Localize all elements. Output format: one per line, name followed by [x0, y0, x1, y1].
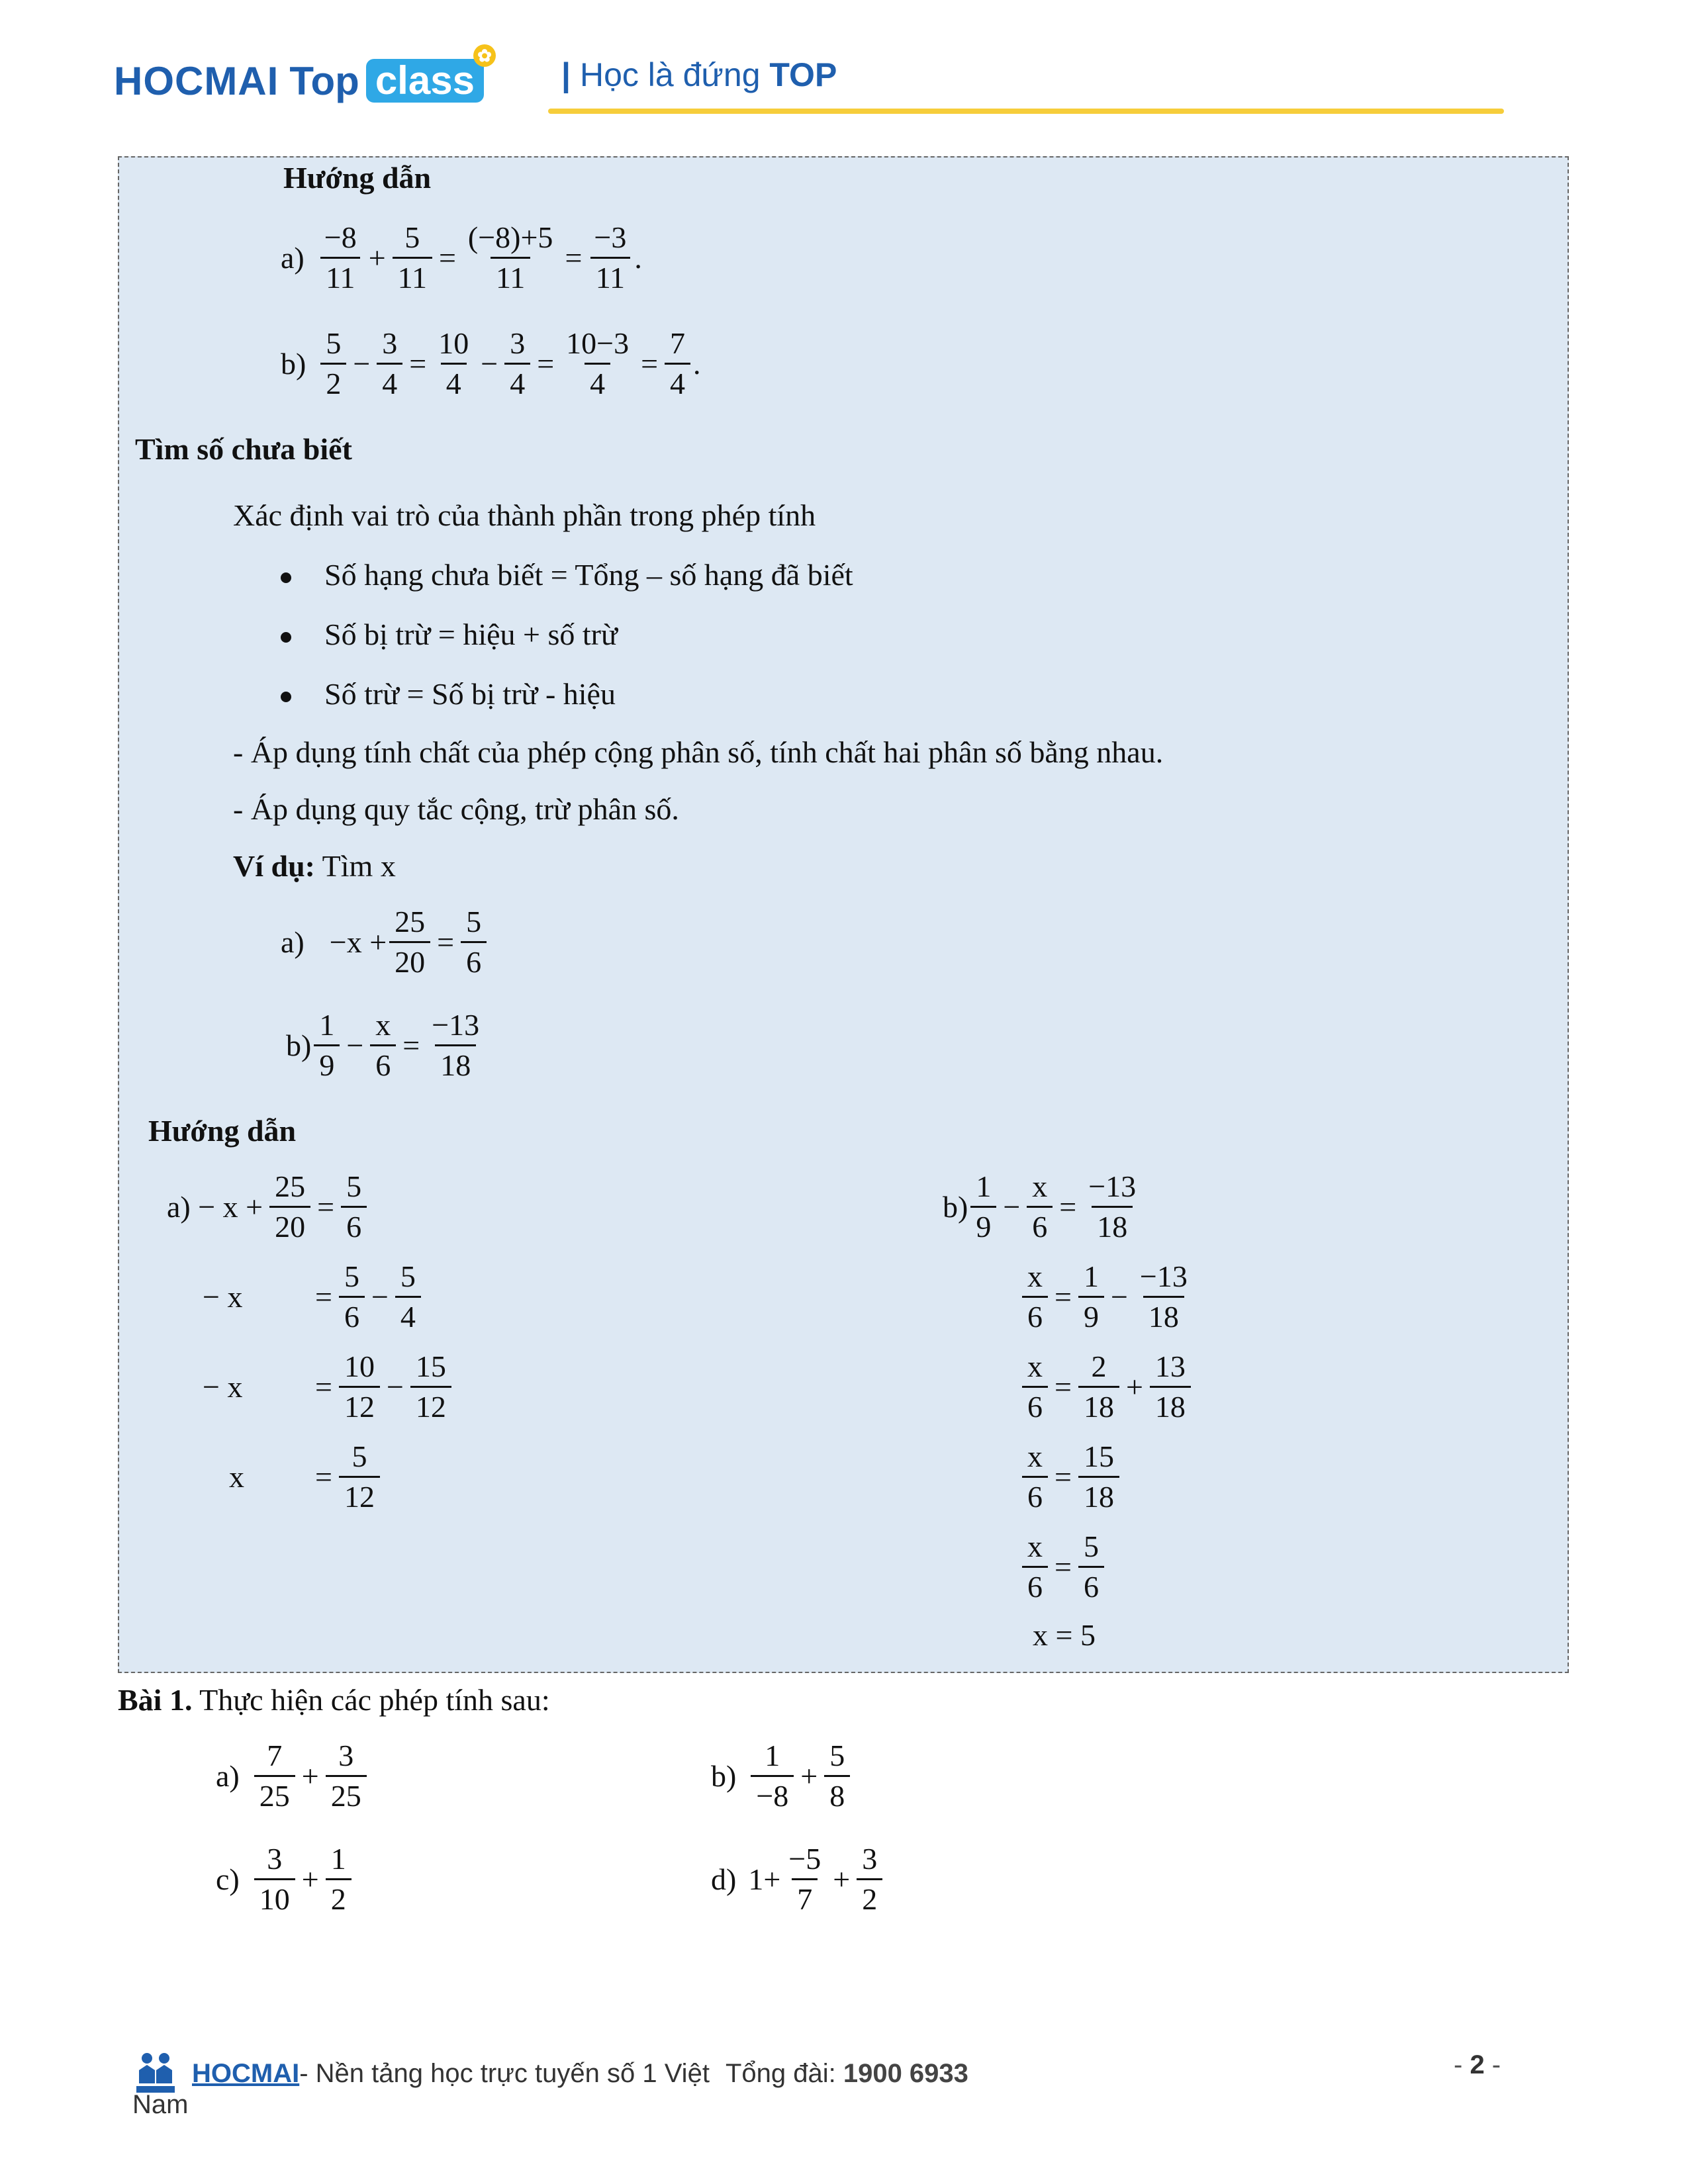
exercise-b — [711, 1741, 853, 1811]
solution-b-row — [1019, 1261, 1196, 1332]
fraction — [463, 222, 559, 293]
denominator: 18 — [1078, 1476, 1119, 1512]
operator: + — [833, 1862, 851, 1896]
operator: = — [1055, 1370, 1072, 1404]
logo-class: class — [375, 58, 475, 103]
fraction — [504, 328, 530, 399]
fraction — [319, 222, 362, 293]
tagline-prefix: Học là đứng — [580, 56, 761, 93]
fraction — [1022, 1351, 1048, 1422]
fraction — [254, 1844, 295, 1915]
denominator: 11 — [393, 257, 432, 293]
fraction — [1083, 1171, 1141, 1242]
fraction — [370, 1010, 396, 1081]
numerator: 5 — [346, 1169, 362, 1203]
operator: − — [353, 347, 371, 381]
fraction — [326, 1741, 367, 1811]
period: . — [693, 347, 701, 381]
bullet-text: Số hạng chưa biết = Tổng – số hạng đã biết — [324, 558, 853, 592]
exercise-number: Bài 1. — [118, 1683, 193, 1717]
denominator: 12 — [339, 1386, 380, 1422]
denominator: 4 — [441, 363, 467, 399]
denominator: 4 — [377, 363, 402, 399]
numerator: −13 — [1139, 1259, 1188, 1293]
fraction — [1022, 1261, 1048, 1332]
fraction — [1078, 1531, 1104, 1602]
fraction — [377, 328, 402, 399]
page-prefix: - — [1454, 2050, 1470, 2079]
numerator: 3 — [862, 1842, 878, 1876]
exercise-c — [216, 1844, 354, 1915]
operator: − — [371, 1280, 389, 1314]
operator: + — [301, 1759, 319, 1793]
numerator: −8 — [324, 220, 357, 254]
page-number — [1454, 2050, 1501, 2080]
denominator: 11 — [320, 257, 360, 293]
star-icon: ✿ — [473, 44, 496, 67]
numerator: 10−3 — [566, 326, 630, 360]
numerator: 5 — [829, 1739, 845, 1772]
numerator: 25 — [395, 905, 426, 938]
numerator: 1 — [976, 1169, 992, 1203]
solution-a-row — [203, 1351, 454, 1422]
denominator: 4 — [585, 363, 610, 399]
denominator: 6 — [1022, 1566, 1048, 1602]
fraction — [970, 1171, 996, 1242]
label: b) — [943, 1190, 968, 1224]
denominator: 2 — [320, 363, 346, 399]
exercise-d — [711, 1844, 885, 1915]
footer-line2: Nam — [132, 2090, 189, 2119]
footer-text: - Nền tảng học trực tuyến số 1 Việt — [299, 2058, 710, 2088]
operator: + — [368, 241, 386, 275]
denominator: 18 — [1092, 1206, 1133, 1242]
bullet-icon — [281, 692, 291, 702]
tagline-bar: | — [561, 56, 571, 93]
denominator: 7 — [792, 1878, 818, 1915]
solution-b-answer: x = 5 — [1033, 1618, 1096, 1652]
denominator: 2 — [326, 1878, 352, 1915]
hotline-number: 1900 6933 — [843, 2058, 968, 2088]
prefix: 1+ — [748, 1862, 781, 1896]
numerator: 1 — [330, 1842, 346, 1876]
operator: = — [565, 241, 583, 275]
example-text: Tìm x — [314, 849, 396, 883]
denominator: 18 — [1078, 1386, 1119, 1422]
numerator: 15 — [415, 1349, 446, 1383]
exercise-text: Thực hiện các phép tính sau: — [192, 1683, 550, 1717]
label: d) — [711, 1862, 737, 1896]
fraction — [326, 1844, 352, 1915]
fraction — [314, 1010, 340, 1081]
numerator: 1 — [319, 1008, 335, 1042]
header-divider — [548, 109, 1504, 114]
solution-heading: Hướng dẫn — [148, 1114, 297, 1148]
operator: = — [537, 347, 555, 381]
denominator: 6 — [1027, 1206, 1053, 1242]
numerator: 10 — [344, 1349, 375, 1383]
numerator: 7 — [670, 326, 686, 360]
denominator: 11 — [491, 257, 530, 293]
numerator: 5 — [1083, 1529, 1099, 1563]
denominator: 18 — [435, 1044, 476, 1081]
numerator: 13 — [1154, 1349, 1186, 1383]
denominator: 8 — [824, 1775, 850, 1811]
fraction — [461, 907, 487, 978]
solution-a-row — [203, 1261, 424, 1332]
section-intro: Xác định vai trò của thành phần trong phép tính — [233, 498, 816, 532]
exercise-title — [118, 1685, 550, 1715]
operator: = — [315, 1460, 332, 1494]
bullet-icon — [281, 572, 291, 583]
bullet-icon — [281, 632, 291, 643]
numerator: x — [1027, 1349, 1043, 1383]
denominator: 6 — [1022, 1476, 1048, 1512]
footer — [132, 2050, 968, 2097]
fraction — [665, 328, 690, 399]
label: b) — [711, 1759, 737, 1793]
operator: + — [800, 1759, 818, 1793]
denominator: 20 — [269, 1206, 310, 1242]
numerator: 5 — [400, 1259, 416, 1293]
operator: = — [1055, 1460, 1072, 1494]
numerator: 5 — [466, 905, 482, 938]
denominator: 10 — [254, 1878, 295, 1915]
fraction — [339, 1261, 365, 1332]
denominator: 25 — [254, 1775, 295, 1811]
fraction — [824, 1741, 850, 1811]
operator: − — [1003, 1190, 1021, 1224]
example1-a — [281, 222, 642, 293]
example2-a — [281, 907, 489, 978]
period: . — [634, 241, 642, 275]
fraction — [339, 1351, 380, 1422]
fraction — [588, 222, 632, 293]
denominator: 12 — [410, 1386, 451, 1422]
fraction — [1078, 1261, 1104, 1332]
numerator: 1 — [1083, 1259, 1099, 1293]
operator: = — [409, 347, 427, 381]
denominator: 18 — [1150, 1386, 1191, 1422]
rule-2: - Áp dụng quy tắc cộng, trừ phân số. — [233, 792, 679, 826]
exercise-a — [216, 1741, 369, 1811]
fraction — [393, 222, 432, 293]
fraction — [426, 1010, 485, 1081]
example2-b — [286, 1010, 487, 1081]
numerator: 1 — [765, 1739, 780, 1772]
numerator: 15 — [1083, 1439, 1114, 1473]
numerator: 3 — [338, 1739, 354, 1772]
operator: − — [346, 1028, 364, 1062]
denominator: 4 — [665, 363, 690, 399]
label: a) — [281, 925, 305, 959]
denominator: 12 — [339, 1476, 380, 1512]
solution-a-row — [167, 1171, 369, 1242]
operator: + — [301, 1862, 319, 1896]
fraction — [1150, 1351, 1191, 1422]
fraction — [1078, 1351, 1119, 1422]
hocmai-topclass-logo — [114, 46, 492, 107]
label: b) — [281, 347, 306, 381]
numerator: −13 — [1088, 1169, 1137, 1203]
operator: = — [1055, 1550, 1072, 1584]
fraction — [395, 1261, 421, 1332]
logo-class-badge — [366, 46, 492, 103]
solution-a-row — [229, 1441, 383, 1512]
fraction — [410, 1351, 451, 1422]
example1-b — [281, 328, 701, 399]
operator: = — [1059, 1190, 1077, 1224]
solution-b-row — [943, 1171, 1144, 1242]
section-title: Tìm số chưa biết — [135, 432, 352, 466]
logo-top: Top — [289, 58, 359, 103]
denominator: 11 — [590, 257, 630, 293]
fraction — [254, 1741, 295, 1811]
denominator: 6 — [461, 941, 487, 978]
denominator: 6 — [1022, 1296, 1048, 1332]
numerator: x — [1032, 1169, 1048, 1203]
lhs: − x — [203, 1370, 243, 1404]
numerator: 10 — [438, 326, 469, 360]
denominator: 9 — [1078, 1296, 1104, 1332]
example1-heading: Hướng dẫn — [283, 161, 432, 195]
denominator: 4 — [395, 1296, 421, 1332]
tagline-bold: TOP — [769, 56, 837, 93]
numerator: 3 — [510, 326, 526, 360]
numerator: 5 — [344, 1259, 359, 1293]
operator: − — [481, 347, 498, 381]
operator: = — [437, 925, 455, 959]
numerator: (−8)+5 — [467, 220, 553, 254]
numerator: 5 — [404, 220, 420, 254]
example-prompt — [233, 851, 396, 882]
operator: = — [402, 1028, 420, 1062]
numerator: x — [1027, 1259, 1043, 1293]
lhs: − x — [203, 1280, 243, 1314]
lhs: x — [229, 1460, 244, 1494]
fraction — [1078, 1441, 1119, 1512]
fraction — [1135, 1261, 1193, 1332]
numerator: x — [1027, 1529, 1043, 1563]
example-label: Ví dụ: — [233, 849, 315, 883]
numerator: −5 — [788, 1842, 821, 1876]
fraction — [1022, 1441, 1048, 1512]
fraction — [269, 1171, 310, 1242]
operator: = — [641, 347, 659, 381]
denominator: 6 — [1078, 1566, 1104, 1602]
footer-hotline — [726, 2059, 968, 2089]
label: b) — [286, 1028, 312, 1062]
operator: = — [315, 1280, 332, 1314]
operator: = — [315, 1370, 332, 1404]
fraction — [433, 328, 474, 399]
numerator: −13 — [432, 1008, 480, 1042]
denominator: 6 — [1022, 1386, 1048, 1422]
lhs: −x + — [329, 925, 387, 959]
denominator: 6 — [370, 1044, 396, 1081]
tagline — [561, 56, 837, 94]
label: a) — [281, 241, 305, 275]
fraction — [561, 328, 634, 399]
footer-brand-link[interactable]: HOCMAI — [192, 2058, 300, 2088]
numerator: 3 — [267, 1842, 283, 1876]
operator: + — [1125, 1370, 1143, 1404]
denominator: 9 — [970, 1206, 996, 1242]
bullet-text: Số trừ = Số bị trừ - hiệu — [324, 677, 616, 711]
fraction — [857, 1844, 882, 1915]
bullet-item — [281, 679, 616, 709]
logo-brand: HOCMAI — [114, 58, 279, 103]
fraction — [320, 328, 346, 399]
numerator: 3 — [382, 326, 398, 360]
operator: = — [317, 1190, 335, 1224]
lhs: a) − x + — [167, 1190, 263, 1224]
denominator: 4 — [504, 363, 530, 399]
numerator: −3 — [594, 220, 627, 254]
fraction — [751, 1741, 794, 1811]
denominator: −8 — [751, 1775, 794, 1811]
denominator: 25 — [326, 1775, 367, 1811]
denominator: 6 — [339, 1296, 365, 1332]
operator: − — [386, 1370, 404, 1404]
numerator: 7 — [267, 1739, 283, 1772]
page-value: 2 — [1470, 2050, 1485, 2079]
fraction — [1027, 1171, 1053, 1242]
label: a) — [216, 1759, 240, 1793]
operator: − — [1110, 1280, 1128, 1314]
fraction — [339, 1441, 380, 1512]
denominator: 20 — [389, 941, 430, 978]
numerator: 5 — [326, 326, 342, 360]
operator: = — [438, 241, 456, 275]
label: c) — [216, 1862, 240, 1896]
rule-1: - Áp dụng tính chất của phép cộng phân số, tính chất hai phân số bằng nhau. — [233, 735, 1164, 769]
fraction — [1022, 1531, 1048, 1602]
denominator: 18 — [1143, 1296, 1184, 1332]
numerator: 25 — [275, 1169, 306, 1203]
solution-b-row — [1019, 1531, 1107, 1602]
page-suffix: - — [1484, 2050, 1501, 2079]
numerator: 2 — [1091, 1349, 1107, 1383]
solution-b-row — [1019, 1351, 1194, 1422]
bullet-text: Số bị trừ = hiệu + số trừ — [324, 617, 618, 651]
denominator: 2 — [857, 1878, 882, 1915]
bullet-item — [281, 560, 853, 590]
numerator: 5 — [352, 1439, 367, 1473]
fraction — [341, 1171, 367, 1242]
bullet-item — [281, 619, 618, 650]
hotline-label: Tổng đài: — [725, 2058, 843, 2088]
denominator: 9 — [314, 1044, 340, 1081]
fraction — [389, 907, 430, 978]
numerator: x — [375, 1008, 391, 1042]
solution-b-row — [1019, 1441, 1122, 1512]
operator: = — [1055, 1280, 1072, 1314]
fraction — [783, 1844, 826, 1915]
numerator: x — [1027, 1439, 1043, 1473]
denominator: 6 — [341, 1206, 367, 1242]
